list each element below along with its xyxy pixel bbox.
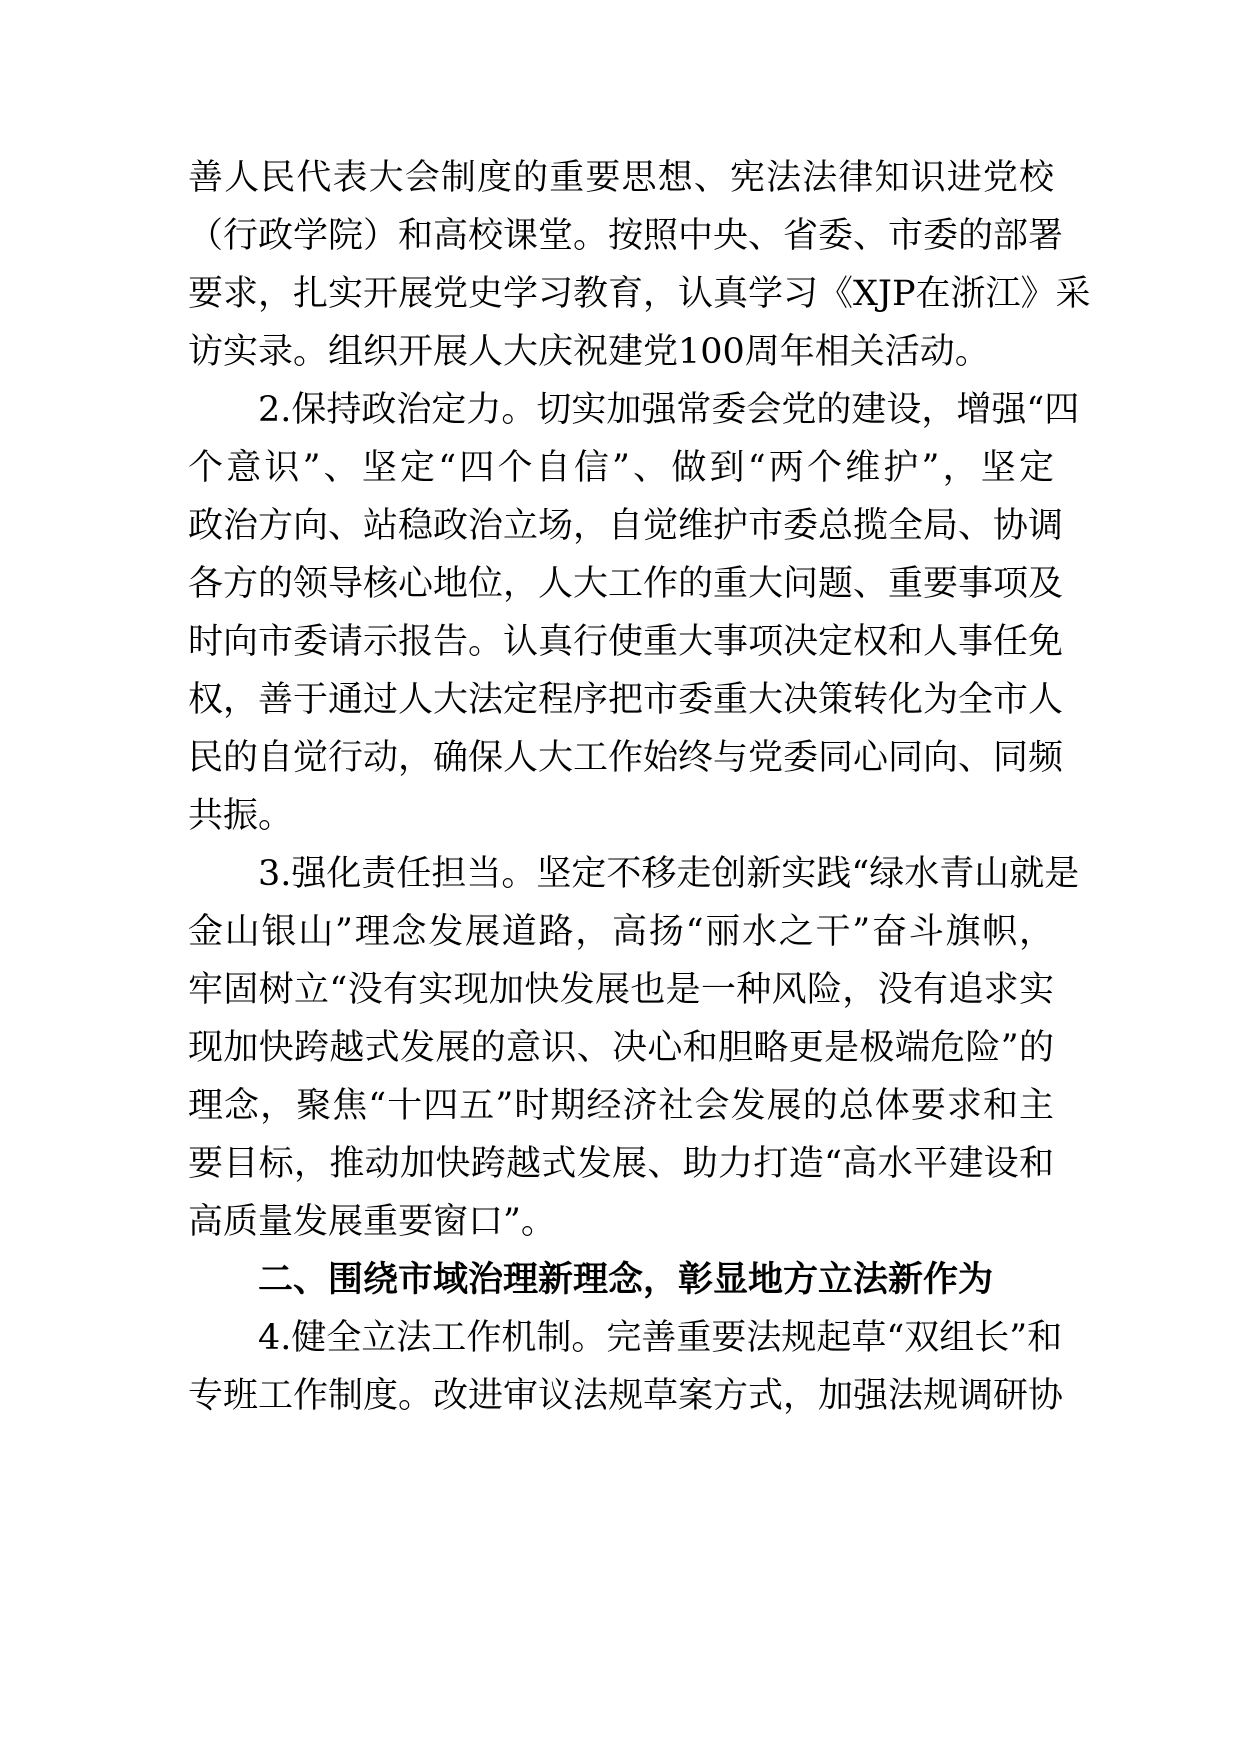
body-text-line: 民的自觉行动，确保人大工作始终与党委同心同向、同频 <box>188 738 1064 778</box>
body-text-line: 政治方向、站稳政治立场，自觉维护市委总揽全局、协调 <box>188 506 1064 546</box>
body-text-line: 现加快跨越式发展的意识、决心和胆略更是极端危险”的 <box>188 1028 1054 1068</box>
body-text-line: 专班工作制度。改进审议法规草案方式，加强法规调研协 <box>188 1376 1064 1416</box>
body-text-line: 共振。 <box>188 796 294 836</box>
section-heading: 二、围绕市域治理新理念，彰显地方立法新作为 <box>258 1259 994 1300</box>
body-text-line: 善人民代表大会制度的重要思想、宪法法律知识进党校 <box>188 158 1054 198</box>
body-text-line: 理念，聚焦“十四五”时期经济社会发展的总体要求和主 <box>188 1086 1054 1126</box>
paragraph-first-line: 3.强化责任担当。坚定不移走创新实践“绿水青山就是 <box>258 854 1080 894</box>
paragraph-first-line: 4.健全立法工作机制。完善重要法规起草“双组长”和 <box>258 1318 1063 1358</box>
body-text-line: 访实录。组织开展人大庆祝建党100周年相关活动。 <box>188 332 990 372</box>
body-text-line: 各方的领导核心地位，人大工作的重大问题、重要事项及 <box>188 564 1064 604</box>
body-text-line: 要求，扎实开展党史学习教育，认真学习《XJP在浙江》采 <box>188 274 1091 314</box>
body-text-line: 牢固树立“没有实现加快发展也是一种风险，没有追求实 <box>188 970 1054 1010</box>
body-text-line: 要目标，推动加快跨越式发展、助力打造“高水平建设和 <box>188 1144 1054 1184</box>
body-text-line: 个意识”、坚定“四个自信”、做到“两个维护”，坚定 <box>188 448 1054 488</box>
body-text-line: 金山银山”理念发展道路，高扬“丽水之干”奋斗旗帜， <box>188 912 1054 952</box>
body-text-line: 高质量发展重要窗口”。 <box>188 1202 556 1242</box>
paragraph-first-line: 2.保持政治定力。切实加强常委会党的建设，增强“四 <box>258 390 1080 430</box>
body-text-line: 权，善于通过人大法定程序把市委重大决策转化为全市人 <box>188 680 1064 720</box>
body-text-line: （行政学院）和高校课堂。按照中央、省委、市委的部署 <box>188 216 1064 256</box>
body-text-line: 时向市委请示报告。认真行使重大事项决定权和人事任免 <box>188 622 1064 662</box>
